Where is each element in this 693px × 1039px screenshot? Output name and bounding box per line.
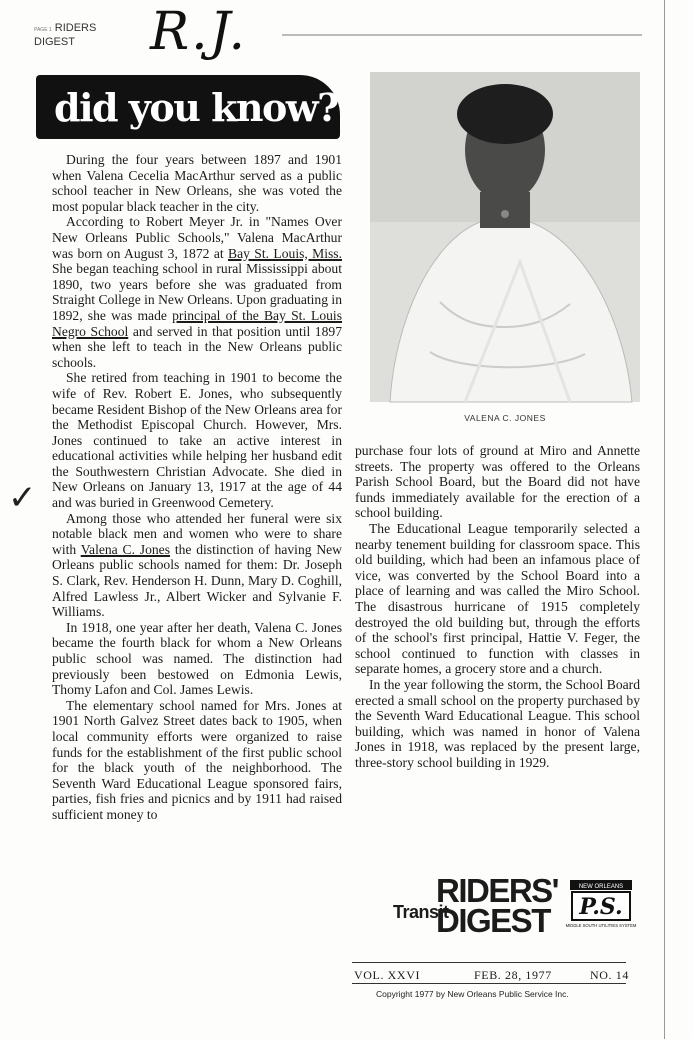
- article-left-column: [52, 152, 342, 823]
- paragraph-9: In the year following the storm, the School Board erected a small school on the property purchased by the Seventh Ward Educational League. This school building, which was named in honor of Valena Jones in 1918, was replaced by the present large, three-story school building in 1929.: [355, 676, 640, 770]
- issue-number: NO. 14: [590, 968, 629, 982]
- underlined-birthplace: Bay St. Louis, Miss.: [228, 245, 342, 261]
- logo-bottom-text: MIDDLE SOUTH UTILITIES SYSTEM: [565, 923, 637, 928]
- copyright-notice: Copyright 1977 by New Orleans Public Service Inc.: [376, 989, 569, 999]
- logo-top-text: NEW ORLEANS: [578, 884, 624, 890]
- handwritten-checkmark: ✓: [8, 478, 37, 518]
- portrait-photo: [370, 72, 640, 402]
- publication-header: [34, 22, 96, 48]
- paragraph-2: According to Robert Meyer Jr. in "Names Over New Orleans Public Schools," Valena MacArthur was born on August 3, 1872 at Bay St. Louis, Miss. She began teaching school in rural Mississippi about 1890, two years before she was graduated from Straight College in New Orleans. Upon graduating in 1892, she was made principal of the Bay St. Louis Negro School and served in that position until 1897 when she left to teach in the New Orleans public schools.: [52, 214, 342, 370]
- article-right-column: [355, 443, 640, 770]
- masthead-title: [436, 872, 559, 939]
- handwritten-initials: R.J.: [150, 2, 248, 62]
- paragraph-1: During the four years between 1897 and 1901 when Valena Cecelia MacArthur served as a public school teacher in New Orleans, she was voted the most popular black teacher in the city.: [52, 152, 342, 214]
- underlined-principal: principal of the Bay St. Louis Negro School: [52, 307, 342, 339]
- masthead-digest: DIGEST: [436, 902, 550, 939]
- masthead-rule-bottom: [352, 983, 626, 984]
- page-edge: [664, 0, 665, 1039]
- paragraph-6: The elementary school named for Mrs. Jones at 1901 North Galvez Street dates back to 1905, when local community efforts were organized to raise funds for the establishment of the first public school for the black youth of the neighborhood. The Seventh Ward Educational League sponsored fairs, parties, fish fries and picnics and by 1911 had raised sufficient money to: [52, 697, 342, 822]
- page-tag: PAGE 1: [34, 27, 52, 33]
- issue-date: FEB. 28, 1977: [474, 968, 552, 982]
- paragraph-7: purchase four lots of ground at Miro and Annette streets. The property was offered to the Orleans Parish School Board, but the Board did not have funds immediately available for the erection of a school building.: [355, 443, 640, 521]
- header-riders: RIDERS: [54, 22, 97, 34]
- logo-mark: P.S.: [579, 894, 623, 920]
- paragraph-3: She retired from teaching in 1901 to become the wife of Rev. Robert E. Jones, who subsequently became Resident Bishop of the New Orleans area for the Methodist Episcopal Church. However, Mrs. Jones continued to take an active interest in educational activities while helping her husband edit the Southwestern Christian Advocate. She died in New Orleans on January 13, 1917 at the age of 44 and was buried in Greenwood Cemetery.: [52, 370, 342, 511]
- nopsi-logo: [565, 880, 637, 936]
- masthead-rule-top: [352, 962, 626, 963]
- paragraph-8: The Educational League temporarily selected a nearby tenement building for classroom space. This old building, which had been an infamous place of vice, was converted by the School Board into a place of learning and was called the Miro School. The disastrous hurricane of 1915 completely destroyed the old building but, through the efforts of the school's first principal, Hattie V. Feger, the school continued to function with classes in separate homes, a grocery store and a church.: [355, 520, 640, 677]
- paragraph-4: Among those who attended her funeral were six notable black men and women who were to share with Valena C. Jones the distinction of having New Orleans public schools named for them: Dr. Joseph S. Clark, Rev. Henderson H. Dunn, Mary D. Coghill, Alfred Lawless Jr., Albert Wicker and Sylvanie F. Williams.: [52, 510, 342, 620]
- paragraph-5: In 1918, one year after her death, Valena C. Jones became the fourth black for whom a New Orleans public school was named. The distinction had previously been bestowed on Edmonia Lewis, Thomy Lafon and Col. James Lewis.: [52, 619, 342, 698]
- portrait-illustration: [370, 72, 640, 402]
- header-digest: DIGEST: [34, 36, 75, 48]
- masthead-riders: RIDERS': [436, 872, 559, 909]
- masthead-transit: Transit: [393, 902, 449, 922]
- header-rule: [282, 34, 642, 36]
- volume-number: VOL. XXVI: [354, 968, 421, 982]
- underlined-name: Valena C. Jones: [80, 541, 170, 557]
- photo-caption: VALENA C. JONES: [464, 413, 546, 423]
- banner-title: did you know?: [54, 85, 338, 130]
